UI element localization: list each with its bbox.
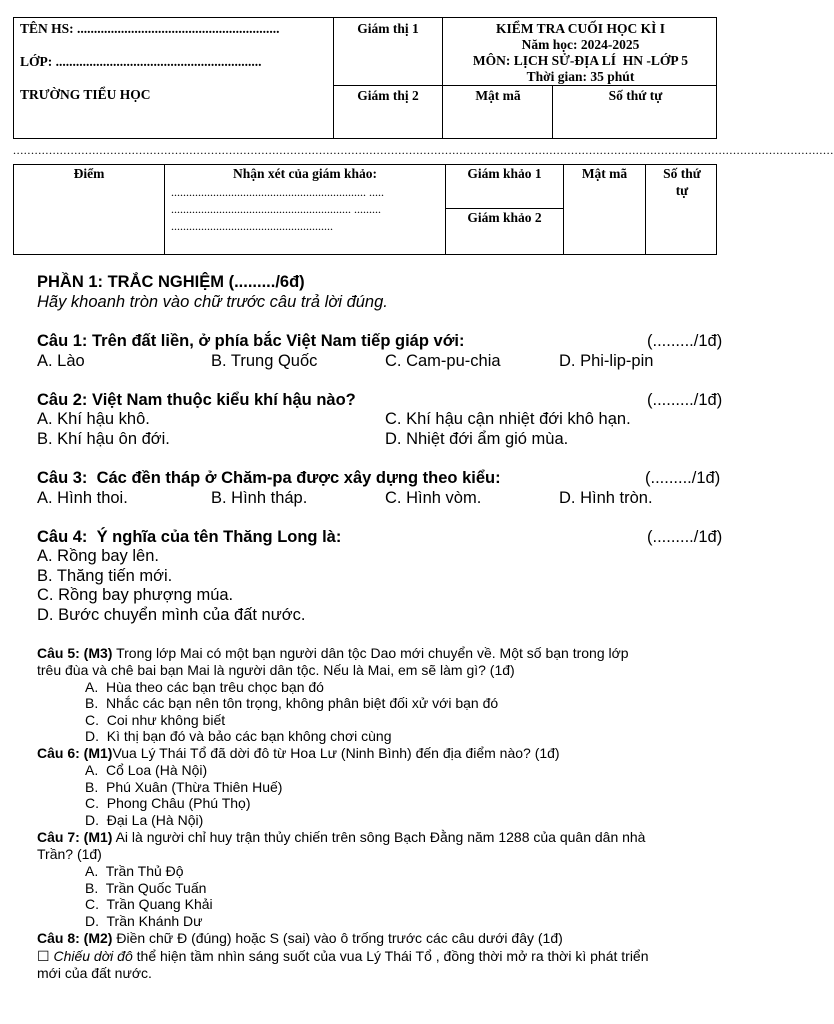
- question-7-option-c: C. Trần Quang Khải: [85, 896, 213, 912]
- part1-title: PHẦN 1: TRẮC NGHIỆM (........./6đ): [37, 273, 305, 291]
- sequence-no-label: tự: [675, 183, 689, 198]
- question-5-label: Câu 5: (M3): [37, 645, 113, 661]
- question-4-text: Câu 4: Ý nghĩa của tên Thăng Long là:: [37, 528, 342, 546]
- question-4-option-d: D. Bước chuyển mình của đất nước.: [37, 606, 306, 624]
- comment-line: ......................................................: [171, 219, 333, 233]
- cut-line: ....................................................................................................................................................................................................................................: [13, 143, 834, 157]
- question-2-text: Câu 2: Việt Nam thuộc kiểu khí hậu nào?: [37, 391, 356, 409]
- question-3-option-c: C. Hình vòm.: [385, 489, 482, 507]
- question-1-option-c: C. Cam-pu-chia: [385, 352, 501, 370]
- grading-table: [13, 164, 717, 255]
- question-6-body: Vua Lý Thái Tổ đã dời đô từ Hoa Lư (Ninh Bình) đến địa điểm nào? (1đ): [112, 745, 560, 761]
- question-6-option-a: A. Cổ Loa (Hà Nội): [85, 762, 208, 778]
- question-6-option-b: B. Phú Xuân (Thừa Thiên Huế): [85, 779, 283, 795]
- question-7-label: Câu 7: (M1): [37, 829, 113, 845]
- sequence-no-label: Số thứ: [663, 166, 701, 181]
- sequence-no-label: Số thứ tự: [608, 88, 663, 103]
- question-1-option-a: A. Lào: [37, 352, 85, 370]
- examiner2-label: Giám khảo 2: [467, 210, 542, 225]
- question-6-option-d: D. Đại La (Hà Nội): [85, 812, 204, 828]
- score-label: Điểm: [73, 166, 105, 181]
- school-year: Năm học: 2024-2025: [521, 37, 640, 52]
- duration: Thời gian: 35 phút: [526, 69, 635, 84]
- question-4-score: (........./1đ): [647, 528, 723, 546]
- question-7-option-d: D. Trần Khánh Dư: [85, 913, 203, 929]
- question-5-text-cont: trêu đùa và chê bai bạn Mai là người dân tộc. Nếu là Mai, em sẽ làm gì? (1đ): [37, 662, 515, 678]
- subject: MÔN: LỊCH SỬ-ĐỊA LÍ HN -LỚP 5: [472, 53, 689, 68]
- question-8-item-text: thể hiện tầm nhìn sáng suốt của vua Lý Thái Tổ , đồng thời mở ra thời kì phát triển: [132, 948, 649, 964]
- examiner1-label: Giám khảo 1: [467, 166, 542, 181]
- question-8-item-cont: mới của đất nước.: [37, 965, 152, 981]
- secret-code-label: Mật mã: [475, 88, 521, 103]
- question-8-item: [37, 948, 649, 965]
- checkbox-icon[interactable]: ☐: [37, 948, 50, 964]
- question-5-option-d: D. Kì thị bạn đó và bảo các bạn không chơi cùng: [85, 728, 392, 744]
- proctor2-label: Giám thị 2: [357, 88, 419, 103]
- question-5-body: Trong lớp Mai có một bạn người dân tộc Dao mới chuyển về. Một số bạn trong lớp: [112, 645, 629, 661]
- question-2-option-b: B. Khí hậu ôn đới.: [37, 430, 170, 448]
- question-7-text-cont: Trần? (1đ): [37, 846, 102, 862]
- question-4-option-a: A. Rồng bay lên.: [37, 547, 159, 565]
- student-name-field: TÊN HS: ............................................................: [20, 21, 280, 36]
- question-3-text: Câu 3: Các đền tháp ở Chăm-pa được xây dựng theo kiểu:: [37, 469, 501, 487]
- question-5-option-a: A. Hùa theo các bạn trêu chọc bạn đó: [85, 679, 324, 695]
- question-2-option-c: C. Khí hậu cận nhiệt đới khô hạn.: [385, 410, 631, 428]
- question-3-option-b: B. Hình tháp.: [211, 489, 308, 507]
- question-8-item-italic: Chiếu dời đô: [53, 948, 133, 964]
- question-5-option-b: B. Nhắc các bạn nên tôn trọng, không phân biệt đối xử với bạn đó: [85, 695, 499, 711]
- secret-code-label: Mật mã: [581, 166, 628, 181]
- divider: [333, 85, 717, 86]
- question-7-option-a: A. Trần Thủ Độ: [85, 863, 184, 879]
- exam-header-table: [13, 17, 717, 139]
- question-2-option-a: A. Khí hậu khô.: [37, 410, 150, 428]
- question-7-text: [37, 829, 645, 846]
- question-1-score: (........./1đ): [647, 332, 723, 350]
- question-5-text: [37, 645, 629, 662]
- question-5-option-c: C. Coi như không biết: [85, 712, 226, 728]
- question-3-option-d: D. Hình tròn.: [559, 489, 653, 507]
- question-7-option-b: B. Trần Quốc Tuấn: [85, 880, 207, 896]
- question-4-option-b: B. Thăng tiến mới.: [37, 567, 173, 585]
- question-3-score: (........./1đ): [645, 469, 721, 487]
- question-8-body: Điền chữ Đ (đúng) hoặc S (sai) vào ô trống trước các câu dưới đây (1đ): [112, 930, 563, 946]
- comment-line: ............................................................ .........: [171, 202, 381, 216]
- question-6-label: Câu 6: (M1): [37, 745, 113, 761]
- divider: [445, 208, 563, 209]
- question-8-text: [37, 930, 563, 947]
- question-1-option-d: D. Phi-lip-pin: [559, 352, 654, 370]
- class-field: LỚP: .............................................................: [20, 54, 262, 69]
- question-1-option-b: B. Trung Quốc: [211, 352, 318, 370]
- question-3-option-a: A. Hình thoi.: [37, 489, 128, 507]
- question-8-label: Câu 8: (M2): [37, 930, 113, 946]
- question-1-text: Câu 1: Trên đất liền, ở phía bắc Việt Nam tiếp giáp với:: [37, 332, 465, 350]
- exam-title: KIỂM TRA CUỐI HỌC KÌ I: [496, 21, 665, 36]
- comments-label: Nhận xét của giám khảo:: [232, 166, 377, 181]
- question-6-option-c: C. Phong Châu (Phú Thọ): [85, 795, 251, 811]
- part1-instruction: Hãy khoanh tròn vào chữ trước câu trả lời đúng.: [37, 293, 388, 311]
- question-4-option-c: C. Rồng bay phượng múa.: [37, 586, 234, 604]
- comment-line: ................................................................. .....: [171, 185, 384, 199]
- proctor1-label: Giám thị 1: [357, 21, 419, 36]
- school-field: TRƯỜNG TIỂU HỌC: [20, 87, 151, 102]
- question-2-option-d: D. Nhiệt đới ẩm gió mùa.: [385, 430, 569, 448]
- question-2-score: (........./1đ): [647, 391, 723, 409]
- question-6-text: [37, 745, 560, 762]
- question-7-body: Ai là người chỉ huy trận thủy chiến trên sông Bạch Đằng năm 1288 của quân dân nhà: [112, 829, 646, 845]
